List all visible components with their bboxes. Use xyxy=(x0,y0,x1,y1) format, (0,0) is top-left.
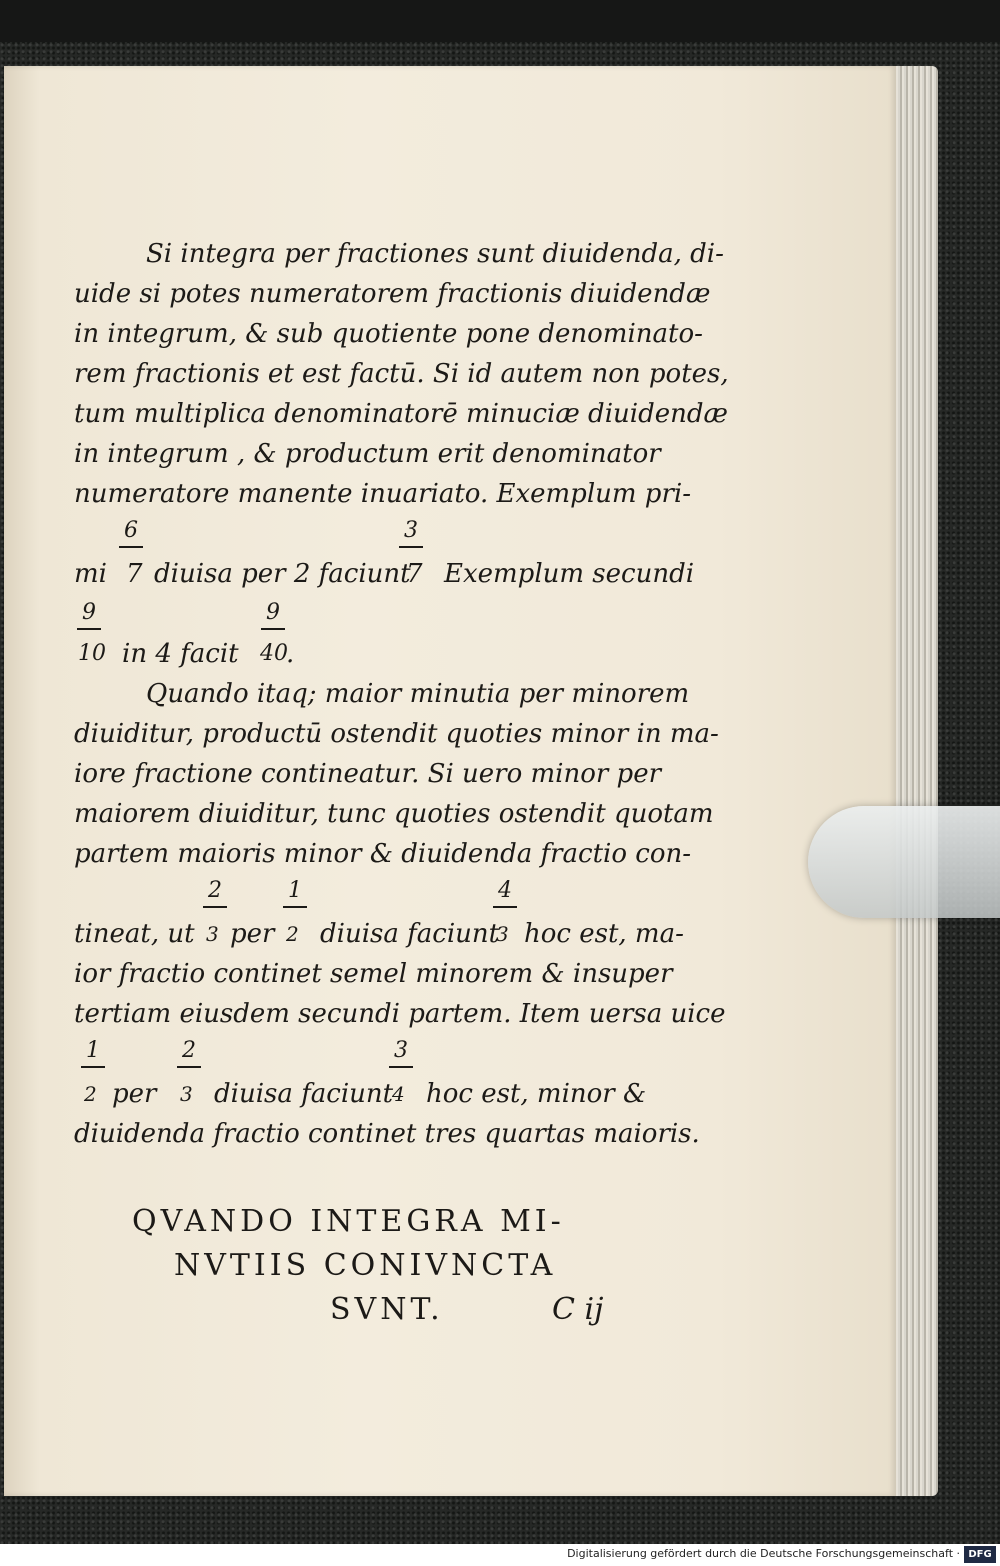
text-line: uide si potes numeratorem fractionis diuidendæ xyxy=(74,279,711,309)
section-heading xyxy=(74,1200,674,1332)
text-line: Quando itaq; maior minutia per minorem xyxy=(146,679,690,709)
example-line-2 xyxy=(74,600,674,674)
text-segment: hoc est, ma‐ xyxy=(524,919,684,949)
heading-line xyxy=(74,1288,674,1332)
text-segment: diuisa faciunt xyxy=(320,919,500,949)
fraction-numerator: 2 xyxy=(208,878,222,903)
text-line: diuiditur, productū ostendit quoties minor in ma‐ xyxy=(74,719,719,749)
fraction-bar xyxy=(119,546,143,548)
text-segment: 40 xyxy=(260,641,288,666)
fraction-numerator: 6 xyxy=(124,518,138,543)
fraction-numerator: 1 xyxy=(86,1038,100,1063)
text-line: maiorem diuiditur, tunc quoties ostendit quotam xyxy=(74,799,714,829)
book-page xyxy=(4,66,896,1496)
fraction-numerator: 2 xyxy=(182,1038,196,1063)
heading-last-word: SVNT. xyxy=(330,1292,444,1327)
text-line: iore fractione contineatur. Si uero minor per xyxy=(74,759,662,789)
fraction-bar xyxy=(399,546,423,548)
fraction xyxy=(200,878,230,908)
text-segment: hoc est, minor & xyxy=(426,1079,647,1109)
text-line: in integrum , & productum erit denominator xyxy=(74,439,661,469)
fraction-numerator: 1 xyxy=(288,878,302,903)
fraction-numerator: 9 xyxy=(266,600,280,625)
text-segment: 3 xyxy=(206,922,219,946)
signature-mark: C ij xyxy=(552,1292,604,1327)
text-segment: diuisa faciunt xyxy=(214,1079,394,1109)
footer-credit: Digitalisierung gefördert durch die Deutsche Forschungsgemeinschaft · xyxy=(567,1547,960,1560)
example-line-1 xyxy=(74,518,695,594)
fraction xyxy=(78,1038,108,1068)
fraction-numerator: 3 xyxy=(394,1038,408,1063)
text-line: diuidenda fractio continet tres quartas maioris. xyxy=(74,1119,700,1149)
text-segment: diuisa per 2 faciunt xyxy=(154,559,411,589)
text-segment: tineat, ut xyxy=(74,919,195,949)
text-segment: 3 xyxy=(496,922,509,946)
fraction-bar xyxy=(283,906,307,908)
text-line: Si integra per fractiones sunt diuidenda, di‐ xyxy=(146,239,724,269)
fraction-bar xyxy=(77,628,101,630)
text-line: tum multiplica denominatorē minuciæ diuidendæ xyxy=(74,399,728,429)
fraction xyxy=(116,518,146,548)
text-segment: 2 xyxy=(286,922,299,946)
fraction xyxy=(74,600,104,630)
text-segment: mi xyxy=(74,559,107,589)
text-segment: 10 xyxy=(78,641,106,666)
text-segment: per xyxy=(230,919,275,949)
fraction xyxy=(280,878,310,908)
text-segment: 7 xyxy=(126,559,143,589)
fraction xyxy=(174,1038,204,1068)
fraction-bar xyxy=(81,1066,105,1068)
text-line: tertiam eiusdem secundi partem. Item uersa uice xyxy=(74,999,726,1029)
fraction xyxy=(258,600,288,630)
text-line: rem fractionis et est factū. Si id autem non potes, xyxy=(74,359,729,389)
text-line: ior fractio continet semel minorem & insuper xyxy=(74,959,673,989)
fraction xyxy=(490,878,520,908)
example-line-4 xyxy=(74,1038,674,1114)
text-segment: . xyxy=(286,639,295,669)
text-segment: 4 xyxy=(392,1082,405,1106)
fraction-numerator: 9 xyxy=(82,600,96,625)
fraction-bar xyxy=(177,1066,201,1068)
text-segment: Exemplum secundi xyxy=(444,559,695,589)
fraction-bar xyxy=(493,906,517,908)
text-line: numeratore manente inuariato. Exemplum pri‐ xyxy=(74,479,691,509)
fraction-numerator: 3 xyxy=(404,518,418,543)
fraction xyxy=(386,1038,416,1068)
heading-line: NVTIIS CONIVNCTA xyxy=(174,1248,557,1283)
page-clip xyxy=(808,806,1000,918)
text-line: partem maioris minor & diuidenda fractio con‐ xyxy=(74,839,692,869)
fraction-bar xyxy=(389,1066,413,1068)
page-body-text xyxy=(74,234,729,1154)
text-segment: 2 xyxy=(84,1082,97,1106)
heading-line: QVANDO INTEGRA MI‐ xyxy=(132,1204,565,1239)
fraction-bar xyxy=(203,906,227,908)
dfg-logo: DFG xyxy=(964,1546,996,1563)
binding-top-edge xyxy=(0,0,1000,42)
example-line-3 xyxy=(74,878,684,954)
fraction xyxy=(396,518,426,548)
text-segment: 3 xyxy=(180,1082,193,1106)
text-segment: in 4 facit xyxy=(122,639,239,669)
text-segment: per xyxy=(112,1079,157,1109)
text-segment: 7 xyxy=(406,559,423,589)
text-line: in integrum, & sub quotiente pone denominato‐ xyxy=(74,319,703,349)
fraction-bar xyxy=(261,628,285,630)
footer-bar xyxy=(0,1544,1000,1566)
fraction-numerator: 4 xyxy=(498,878,512,903)
